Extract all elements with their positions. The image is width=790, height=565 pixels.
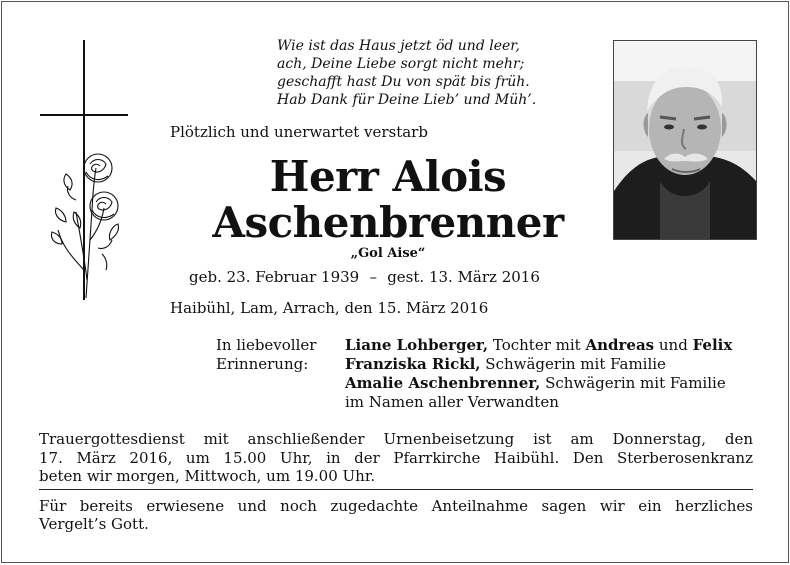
poem-line: Hab Dank für Deine Lieb’ und Müh’.: [277, 92, 537, 108]
memory-label-line: Erinnerung:: [216, 355, 309, 373]
divider: [39, 489, 753, 490]
thanks-line: Vergelt’s Gott.: [39, 515, 149, 533]
connector-text: und: [654, 336, 693, 354]
mourner-name: Andreas: [585, 336, 655, 354]
place-date: Haibühl, Lam, Arrach, den 15. März 2016: [170, 299, 489, 317]
date-separator: –: [369, 268, 377, 286]
cross-with-roses-icon: [40, 40, 150, 310]
poem-line: geschafft hast Du von spät bis früh.: [277, 74, 530, 90]
thanks-line: Für bereits erwiesene und noch zugedachte Anteilnahme sagen wir ein herzliches: [39, 497, 753, 515]
mourner-name: Felix: [692, 336, 733, 354]
memory-label: [216, 336, 316, 374]
service-text: [39, 430, 753, 467]
portrait-photo: [613, 40, 757, 240]
intro-text: Plötzlich und unerwartet verstarb: [170, 123, 428, 141]
mourner-row: [345, 374, 732, 393]
poem-line: Wie ist das Haus jetzt öd und leer,: [277, 38, 520, 54]
mourner-row: im Namen aller Verwandten: [345, 393, 559, 411]
mourner-name: Franziska Rickl,: [345, 355, 481, 373]
deceased-name-line2: Aschenbrenner: [212, 198, 564, 247]
mourner-row: [345, 336, 732, 355]
poem-line: ach, Deine Liebe sorgt nicht mehr;: [277, 56, 525, 72]
service-line: Trauergottesdienst mit anschließender Urnenbeisetzung ist am Donnerstag, den: [39, 430, 753, 448]
memory-label-line: In liebevoller: [216, 336, 317, 354]
nickname: „Gol Aise“: [350, 246, 426, 261]
mourner-relation: Tochter mit: [488, 336, 586, 354]
mourner-name: Amalie Aschenbrenner,: [345, 374, 541, 392]
poem: [277, 37, 597, 109]
death-date: gest. 13. März 2016: [387, 268, 540, 286]
mourner-row: [345, 355, 732, 374]
service-line: 17. März 2016, um 15.00 Uhr, in der Pfarrkirche Haibühl. Den Sterberosenkranz: [39, 448, 753, 467]
service-line: beten wir morgen, Mittwoch, um 19.00 Uhr.: [39, 467, 376, 485]
mourners-list: [345, 336, 732, 412]
life-dates: [189, 268, 540, 286]
mourner-relation: Schwägerin mit Familie: [540, 374, 726, 392]
mourner-relation: Schwägerin mit Familie: [480, 355, 666, 373]
obituary-card: [1, 1, 789, 563]
deceased-name-line1: Herr Alois: [269, 152, 507, 201]
mourner-name: Liane Lohberger,: [345, 336, 489, 354]
thanks-text: [39, 497, 753, 516]
birth-date: geb. 23. Februar 1939: [189, 268, 360, 286]
